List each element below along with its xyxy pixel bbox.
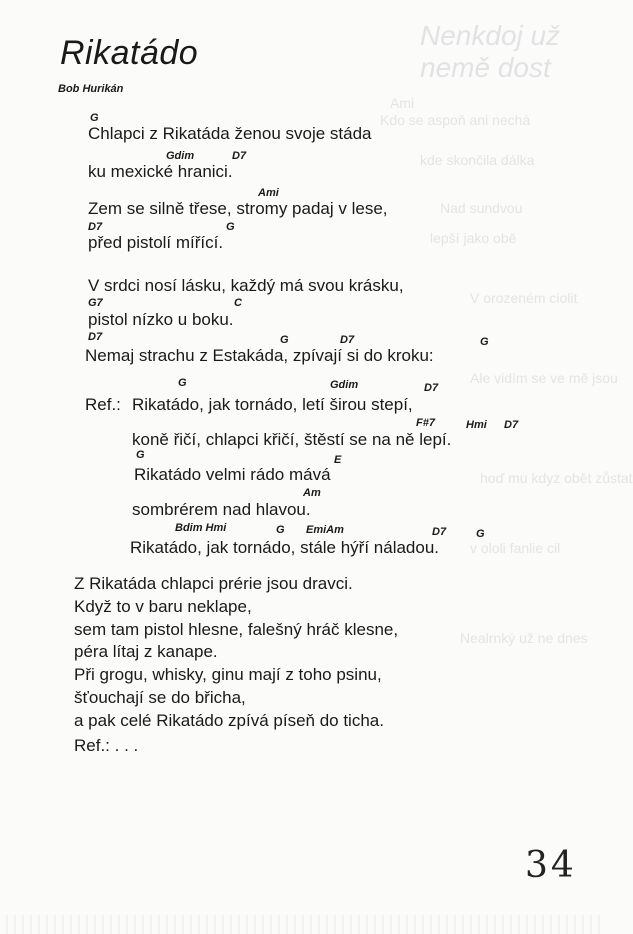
chord: G bbox=[226, 221, 235, 233]
lyric-line: Z Rikatáda chlapci prérie jsou dravci. bbox=[74, 574, 353, 593]
bleed-through-line: Nad sundvou bbox=[440, 200, 523, 216]
lyric-line: sombrérem nad hlavou. bbox=[132, 500, 311, 519]
lyric-line: šťouchají se do břicha, bbox=[74, 688, 246, 707]
chord: Ami bbox=[258, 187, 279, 199]
lyric-line: Nemaj strachu z Estakáda, zpívají si do kroku: bbox=[85, 346, 434, 365]
chord: D7 bbox=[432, 526, 447, 538]
refrain-reference: Ref.: . . . bbox=[74, 736, 139, 755]
bleed-through-line: Kdo se aspoň ani nechá bbox=[380, 112, 531, 128]
lyric-line: sem tam pistol hlesne, falešný hráč klesne, bbox=[74, 620, 399, 639]
chord: D7 bbox=[88, 221, 103, 233]
chord: G bbox=[178, 377, 187, 389]
chord: G bbox=[276, 524, 285, 536]
lyric-line: Rikatádo velmi rádo mává bbox=[134, 465, 331, 484]
bleed-through-line: kde skončila dálka bbox=[420, 152, 535, 168]
lyric-line: Při grogu, whisky, ginu mají z toho psinu, bbox=[74, 665, 382, 684]
chord: E bbox=[334, 454, 342, 466]
lyric-line: Rikatádo, jak tornádo, stále hýří náladou. bbox=[130, 538, 440, 557]
refrain-label: Ref.: bbox=[85, 395, 121, 414]
chord: D7 bbox=[232, 150, 247, 162]
chord: Gdim bbox=[330, 379, 359, 391]
lyric-line: péra lítaj z kanape. bbox=[74, 642, 218, 661]
bleed-through-title: Nenkdoj už nemě dost bbox=[420, 20, 561, 83]
lyric-line: před pistolí mířící. bbox=[88, 233, 224, 252]
page-edge-divider bbox=[0, 915, 600, 934]
bleed-through-line: Nealrnký už ne dnes bbox=[460, 630, 588, 646]
chord: Hmi bbox=[466, 419, 487, 431]
chord: D7 bbox=[424, 382, 439, 394]
chord: G bbox=[476, 528, 485, 540]
bleed-through-line: v ololi fanlie cil bbox=[470, 540, 561, 556]
chord: Bdim Hmi bbox=[175, 522, 227, 534]
song-author: Bob Hurikán bbox=[58, 83, 124, 95]
chord: G bbox=[280, 334, 289, 346]
lyric-line: Rikatádo, jak tornádo, letí širou stepí, bbox=[132, 395, 413, 414]
lyric-line: koně řičí, chlapci křičí, štěstí se na ně lepí. bbox=[132, 430, 452, 449]
chord: EmiAm bbox=[306, 524, 344, 536]
song-title: Rikatádo bbox=[60, 34, 199, 72]
chord: G7 bbox=[88, 297, 103, 309]
bleed-through-line: lepší jako obě bbox=[430, 230, 517, 246]
chord: D7 bbox=[88, 331, 103, 343]
chord: C bbox=[234, 297, 242, 309]
bleed-through-line: hoď mu kdyz obět zůstat bbox=[480, 470, 633, 486]
lyric-line: Chlapci z Rikatáda ženou svoje stáda bbox=[88, 124, 372, 143]
chord: G bbox=[90, 112, 99, 124]
lyric-line: a pak celé Rikatádo zpívá píseň do ticha. bbox=[74, 711, 384, 730]
bleed-through-line: Ami bbox=[390, 95, 415, 111]
page-number: 34 bbox=[525, 845, 577, 886]
lyric-line: ku mexické hranici. bbox=[88, 162, 233, 181]
chord: Am bbox=[303, 487, 321, 499]
lyric-line: pistol nízko u boku. bbox=[88, 310, 234, 329]
lyric-line: V srdci nosí lásku, každý má svou krásku, bbox=[88, 276, 404, 295]
chord: Gdim bbox=[166, 150, 195, 162]
chord: F#7 bbox=[416, 417, 435, 429]
bleed-through-line: V orozeném ciolit bbox=[470, 290, 578, 306]
chord: G bbox=[136, 449, 145, 461]
lyric-line: Zem se silně třese, stromy padaj v lese, bbox=[88, 199, 388, 218]
chord: D7 bbox=[504, 419, 519, 431]
chord: D7 bbox=[340, 334, 355, 346]
chord: G bbox=[480, 336, 489, 348]
lyric-line: Když to v baru neklape, bbox=[74, 597, 252, 616]
bleed-through-line: Ale vidím se ve mě jsou bbox=[470, 370, 618, 386]
